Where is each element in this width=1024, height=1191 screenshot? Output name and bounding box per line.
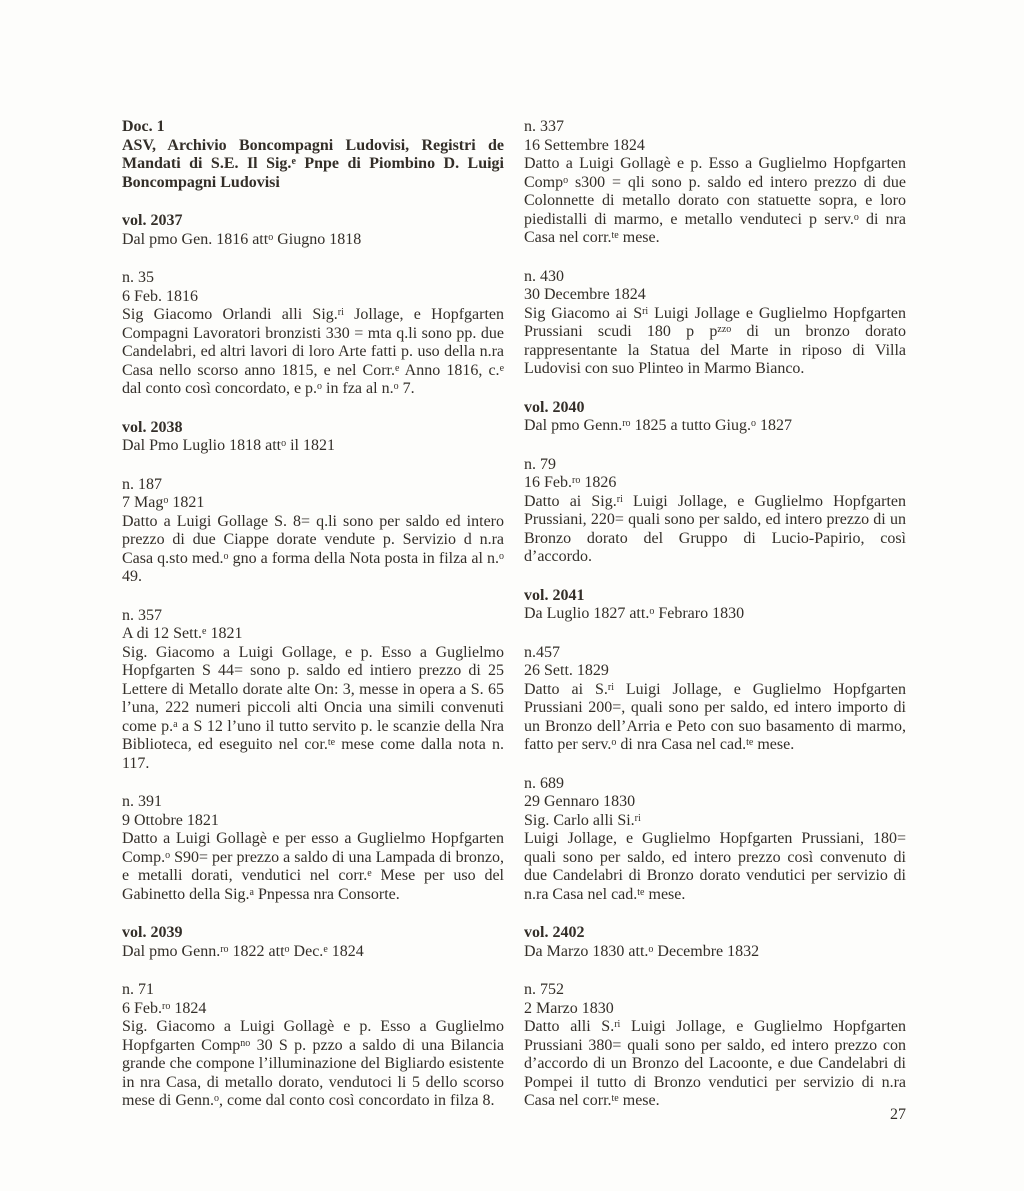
entry-date: 29 Gennaro 1830 — [524, 793, 636, 810]
volume-heading — [524, 399, 906, 436]
archive-title: ASV, Archivio Boncompagni Ludovisi, Registri de Mandati di S.E. Il Sig.$^e$ Pnpe di Piombino D. Luigi Boncompagni Ludovisi — [122, 136, 504, 191]
entry-body: Datto a Luigi Gollagè e per esso a Guglielmo Hopfgarten Comp.$^o$ S90= per prezzo a saldo di una Lampada di bronzo, e metalli dorati, vendutici nel corr.$^e$ Mese per uso del Gabinetto della Sig.$^a$ Pnpessa nra Consorte. — [122, 830, 504, 903]
entry-date: 30 Decembre 1824 — [524, 286, 646, 303]
entry-date: 6 Feb.$^{ro}$ 1824 — [122, 999, 207, 1017]
volume-title: vol. 2402 — [524, 924, 585, 941]
volume-title: vol. 2040 — [524, 398, 585, 416]
volume-heading — [122, 924, 504, 961]
volume-title: vol. 2037 — [122, 212, 183, 229]
volume-heading — [524, 587, 906, 624]
entry-body: Datto a Luigi Gollagè e p. Esso a Guglielmo Hopfgarten Comp$^o$ s300 = qli sono p. saldo ed intero prezzo di due Colonnette di metallo dorato con statuette sopra, e loro piedistalli di marmo, e metallo venduteci p serv.$^o$ di nra Casa nel corr.$^{te}$ mese. — [524, 155, 907, 246]
volume-range: Dal pmo Gen. 1816 att$^o$ Giugno 1818 — [122, 230, 362, 248]
entry-date: 9 Ottobre 1821 — [122, 811, 219, 829]
volume-range: Dal pmo Genn.$^{ro}$ 1822 att$^o$ Dec.$^e$ 1824 — [122, 942, 364, 960]
right-column — [524, 118, 906, 1111]
entry-body: Sig. Giacomo a Luigi Gollagè e p. Esso a Guglielmo Hopfgarten Comp$^{no}$ 30 S p. pzzo a saldo di una Bilancia grande che compone l’illuminazione del Bigliardo esistente in nra Casa, di metallo dorato, vendutoci li 5 dello scorso mese di Genn.$^o$, come dal conto così concordato in filza 8. — [122, 1018, 504, 1109]
entry-number: n. 357 — [122, 606, 162, 624]
entry-date: 16 Feb.$^{ro}$ 1826 — [524, 474, 617, 491]
volume-title: vol. 2039 — [122, 924, 183, 941]
entry-body: Sig. Giacomo a Luigi Gollage, e p. Esso a Guglielmo Hopfgarten S 44= sono p. saldo ed intiero prezzo di 25 Lettere di Metallo dorate alte On: 3, messe in opera a S. 65 l’una, 222 numeri piccoli alti Oncia una simili convenuti come p.$^a$ a S 12 l’uno il tutto servito p. le scanzie della Nra Biblioteca, ed eseguito nel cor.$^{te}$ mese come dalla nota n. 117. — [122, 643, 505, 772]
volume-range: Da Luglio 1827 att.$^o$ Febraro 1830 — [524, 605, 745, 622]
entry-body: Datto a Luigi Gollage S. 8= q.li sono per saldo ed intero prezzo di due Ciappe dorate vendute p. Servizio d n.ra Casa q.sto med.$^o$ gno a forma della Nota posta in filza al n.$^o$ 49. — [122, 512, 504, 585]
entry-date: 7 Mag$^o$ 1821 — [122, 494, 205, 511]
entry — [122, 607, 504, 774]
entry — [524, 118, 906, 248]
entry-number: n. 187 — [122, 475, 162, 493]
volume-heading — [122, 419, 504, 456]
entry-date: 2 Marzo 1830 — [524, 999, 614, 1017]
entry — [122, 981, 504, 1111]
volume-range: Dal Pmo Luglio 1818 att$^o$ il 1821 — [122, 437, 335, 454]
volume-title: vol. 2038 — [122, 418, 183, 436]
doc-header — [122, 118, 504, 192]
entry-number: n. 689 — [524, 774, 564, 792]
left-column — [122, 118, 504, 1111]
entry-body: Sig Giacomo ai $S^{ri}$ Luigi Jollage e Guglielmo Hopfgarten Prussiani scudi 180 p $p^{zzo}$ di un bronzo dorato rappresentante la Statua del Marte in riposo di Villa Ludovisi con suo Plinteo in Marmo Bianco. — [524, 304, 906, 377]
entry-date: A di 12 Sett.$^e$ 1821 — [122, 625, 243, 642]
entry-date: 26 Sett. 1829 — [524, 662, 609, 679]
entry-number: n. 79 — [524, 455, 556, 473]
entry — [122, 476, 504, 587]
entry-body: Datto ai Sig.$^{ri}$ Luigi Jollage, e Guglielmo Hopfgarten Prussiani, 220= quali sono per saldo, ed intero prezzo di un Bronzo dorato del Gruppo di Lucio-Papirio, così d’accordo. — [524, 492, 907, 565]
page-number: 27 — [890, 1106, 906, 1123]
volume-range: Da Marzo 1830 att.$^o$ Decembre 1832 — [524, 942, 760, 960]
volume-range: Dal pmo Genn.$^{ro}$ 1825 a tutto Giug.$^o$ 1827 — [524, 417, 792, 434]
entry-addressee: Sig. Carlo alli Si.$^{ri}$ — [524, 811, 641, 829]
entry — [524, 268, 906, 379]
entry — [122, 269, 504, 399]
entry-body: Luigi Jollage, e Guglielmo Hopfgarten Prussiani, 180= quali sono per saldo, ed intero prezzo così convenuto di due Candelabri di Bronzo dorato vendutici per servizio di n.ra Casa nel cad.$^{te}$ mese. — [524, 830, 906, 903]
entry-date: 16 Settembre 1824 — [524, 136, 645, 154]
entry-number: n.457 — [524, 643, 560, 661]
entry — [122, 793, 504, 904]
entry — [524, 644, 906, 755]
entry-date: 6 Feb. 1816 — [122, 287, 198, 305]
entry-body: Datto alli S.$^{ri}$ Luigi Jollage, e Guglielmo Hopfgarten Prussiani 380= quali sono per saldo, ed intero prezzo con d’accordo di un Bronzo del Lacoonte, e due Candelabri di Pompei il tutto di Bronzo vendutici per servizio di n.ra Casa nel corr.$^{te}$ mese. — [524, 1018, 906, 1109]
entry-number: n. 337 — [524, 118, 564, 135]
volume-heading — [524, 924, 906, 961]
entry-number: n. 71 — [122, 981, 154, 998]
entry-body: Datto ai S.$^{ri}$ Luigi Jollage, e Guglielmo Hopfgarten Prussiani 200=, quali sono per saldo, ed intero importo di un Bronzo dell’Arria e Peto con suo basamento di marmo, fatto per serv.$^o$ di nra Casa nel cad.$^{te}$ mese. — [524, 680, 906, 753]
volume-title: vol. 2041 — [524, 586, 585, 604]
page-content — [122, 118, 906, 1111]
entry-number: n. 391 — [122, 793, 162, 810]
entry — [524, 981, 906, 1111]
entry — [524, 456, 906, 567]
doc-label: Doc. 1 — [122, 118, 165, 135]
entry-number: n. 752 — [524, 981, 564, 998]
entry-number: n. 35 — [122, 269, 154, 286]
entry-body: Sig Giacomo Orlandi alli Sig.$^{ri}$ Jollage, e Hopfgarten Compagni Lavoratori bronzisti 330 = mta q.li sono pp. due Candelabri, ed altri lavori di loro Arte fatti p. uso della n.ra Casa nello scorso anno 1815, e nel Corr.$^e$ Anno 1816, c.$^e$ dal conto così concordato, e p.$^o$ in fza al n.$^o$ 7. — [122, 306, 505, 397]
volume-heading — [122, 212, 504, 249]
entry-number: n. 430 — [524, 267, 564, 285]
entry — [524, 775, 906, 905]
